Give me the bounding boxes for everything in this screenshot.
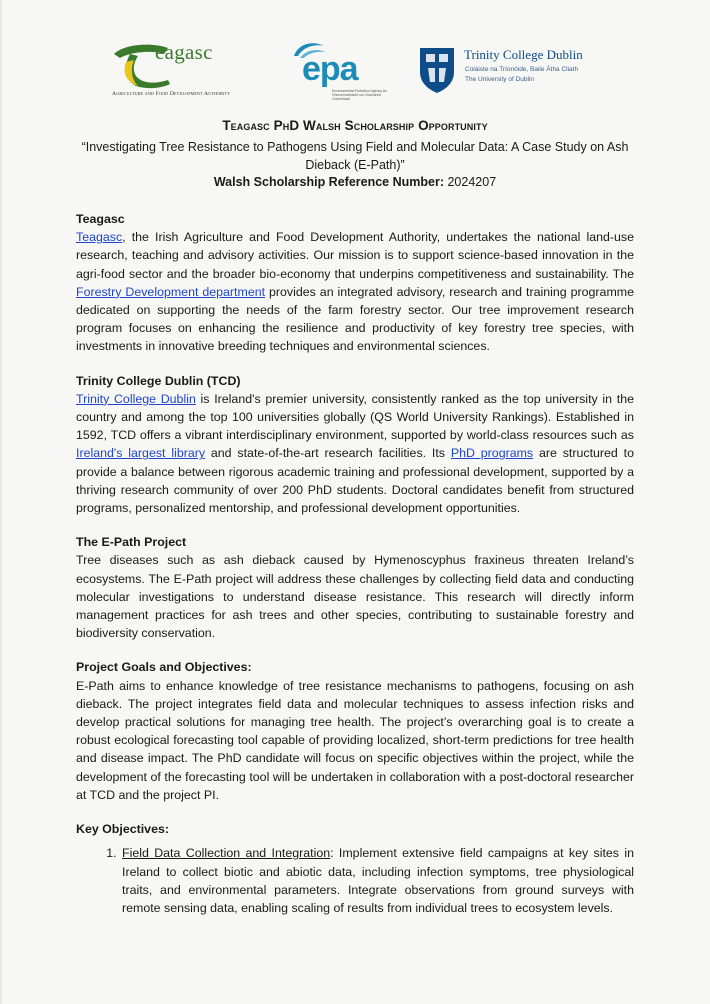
tcd-link[interactable]: Trinity College Dublin <box>76 391 196 406</box>
section-heading: Trinity College Dublin (TCD) <box>76 373 241 388</box>
section-tcd <box>76 372 634 518</box>
teagasc-tagline: Agriculture and Food Development Authority <box>112 91 231 97</box>
paragraph-text: provides an integrated advisory, research and training programme dedicated on supporting the needs of the farm forestry sector. Our tree improvement research program focuses on enhancing the resilience and productivity of key forestry tree species, with investments in innovative breeding techniques and environmental sciences. <box>76 284 634 354</box>
paragraph-text: are structured to provide a balance between rigorous academic training and professional development, supported by a thriving research community of over 200 PhD students. Doctoral candidates benefit from structured programs, personalized mentorship, and professional development opportunities. <box>76 446 634 516</box>
document-title <box>60 118 650 133</box>
section-paragraph <box>76 228 634 355</box>
tcd-name: Trinity College Dublin <box>464 47 583 62</box>
section-teagasc <box>76 210 634 356</box>
document-heading <box>60 118 650 191</box>
section-heading: Project Goals and Objectives: <box>76 660 252 675</box>
document-title-text: Teagasc PhD Walsh Scholarship Opportunity <box>222 118 488 133</box>
section-paragraph: E-Path aims to enhance knowledge of tree resistance mechanisms to pathogens, focusing on ash dieback. The project integrates field data and molecular techniques to assess infection risks and develop practical solutions for managing tree health. The project’s overarching goal is to create a robust ecological forecasting tool capable of providing localized, short-term predictions for tree health and disease impact. The PhD candidate will focus on specific objectives within the project, while the development of the forecasting tool will be undertaken in collaboration with a post-doctoral researcher at TCD and the project PI. <box>76 678 634 802</box>
section-epath <box>76 533 634 642</box>
reference-label: Walsh Scholarship Reference Number: <box>213 175 444 189</box>
reference-number: 2024207 <box>447 175 497 189</box>
list-item <box>120 844 634 917</box>
paragraph-text: , the Irish Agriculture and Food Development Authority, undertakes the national land-use research, teaching and advisory activities. Our mission is to support science-based innovation in the agri-food sector and the broader bio-economy that underpins competitiveness and sustainability. The <box>76 230 634 281</box>
section-paragraph <box>76 390 634 517</box>
section-paragraph: Tree diseases such as ash dieback caused by Hymenoscyphus fraxineus threaten Ireland’s ecosystems. The E-Path project will address these challenges by collecting field data and conducting molecular investigations to understand disease resistance. This research will directly inform management practices for ash trees and other species, contributing to sustainable forestry and biodiversity conservation. <box>76 553 634 641</box>
section-heading: Teagasc <box>76 212 125 226</box>
objectives-list <box>76 844 634 917</box>
largest-library-link[interactable]: Ireland's largest library <box>76 446 206 461</box>
page-edge <box>0 0 2 1004</box>
project-subtitle: “Investigating Tree Resistance to Pathogens Using Field and Molecular Data: A Case Study on Ash Dieback (E-Path)” <box>81 140 629 172</box>
forestry-development-link[interactable]: Forestry Development department <box>76 284 266 299</box>
epa-logo <box>288 38 387 104</box>
section-heading: Key Objectives: <box>76 822 169 837</box>
paragraph-text: and state-of-the-art research facilities. Its <box>205 446 451 461</box>
tcd-logo <box>418 46 618 98</box>
document-body <box>76 210 634 917</box>
tcd-crest-icon <box>418 46 456 94</box>
epa-small-text: Environmental Protection Agency An Ghníomhaireacht um Chaomhnú Comhshaoil <box>332 89 387 101</box>
epa-wordmark: epa <box>302 50 358 88</box>
tcd-subtitle: The University of Dublin <box>465 76 534 83</box>
logo-bar <box>0 38 710 108</box>
reference-line <box>60 174 650 191</box>
objective-title: Field Data Collection and Integration <box>122 846 331 861</box>
section-key-objectives <box>76 820 634 917</box>
paragraph-text: is Ireland's premier university, consistently ranked as the top university in the country and among the top 100 universities globally (QS World University Rankings). Established in 1592, TCD offers a vibrant interdisciplinary environment, supported by world-class resources such as <box>76 391 634 443</box>
phd-programs-link[interactable]: PhD programs <box>450 446 534 461</box>
teagasc-link[interactable]: Teagasc <box>76 230 123 245</box>
teagasc-wordmark: eagasc <box>155 40 213 64</box>
section-goals <box>76 658 634 804</box>
teagasc-logo <box>112 40 262 102</box>
section-heading: The E-Path Project <box>76 535 187 550</box>
tcd-irish-name: Coláiste na Tríonóide, Baile Átha Cliath <box>465 66 579 73</box>
objective-text: : Implement extensive field campaigns at key sites in Ireland to collect biotic and abiotic data, including infection symptoms, tree physiological traits, and environmental parameters. Integrate observations from ground surveys with remote sensing data, enabling scaling of results from individual trees to ecosystem levels. <box>122 846 635 915</box>
